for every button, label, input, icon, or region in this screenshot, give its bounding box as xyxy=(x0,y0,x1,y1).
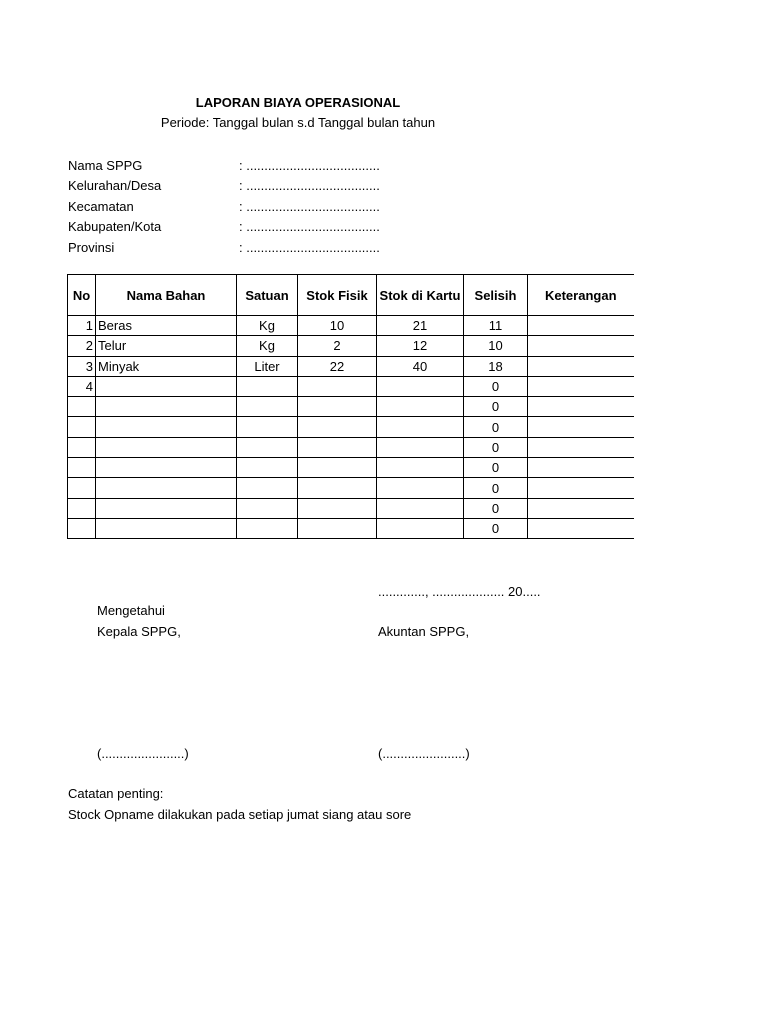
cell-nama xyxy=(96,437,237,457)
cell-no xyxy=(68,417,96,437)
info-value: : ..................................... xyxy=(239,219,380,235)
table-header-row xyxy=(68,275,634,316)
cell-fisik xyxy=(298,437,377,457)
info-label: Provinsi xyxy=(68,239,115,255)
cell-selisih: 18 xyxy=(464,356,528,376)
cell-no xyxy=(68,397,96,417)
cell-selisih: 0 xyxy=(464,397,528,417)
cell-keterangan xyxy=(528,316,634,336)
notes-text: Stock Opname dilakukan pada setiap jumat siang atau sore xyxy=(68,807,412,822)
cell-keterangan xyxy=(528,336,634,356)
info-value: : ..................................... xyxy=(239,239,380,255)
cell-fisik xyxy=(298,376,377,396)
cell-nama xyxy=(96,417,237,437)
cell-selisih: 0 xyxy=(464,417,528,437)
column-header-satuan: Satuan xyxy=(237,275,298,316)
notes-heading: Catatan penting: xyxy=(68,786,164,801)
cell-kartu xyxy=(377,518,464,538)
cell-fisik: 10 xyxy=(298,316,377,336)
signature-acknowledge: Mengetahui xyxy=(97,603,165,618)
column-header-keterangan: Keterangan xyxy=(528,275,634,316)
cell-no: 1 xyxy=(68,316,96,336)
cell-satuan xyxy=(237,518,298,538)
cell-no: 2 xyxy=(68,336,96,356)
cell-nama xyxy=(96,458,237,478)
column-header-stok-kartu: Stok di Kartu xyxy=(377,275,464,316)
column-header-selisih: Selisih xyxy=(464,275,528,316)
cell-satuan xyxy=(237,478,298,498)
cell-kartu xyxy=(377,397,464,417)
info-label: Nama SPPG xyxy=(68,158,143,173)
table-row xyxy=(68,518,634,538)
signature-left-role: Kepala SPPG, xyxy=(97,624,181,639)
cell-satuan xyxy=(237,417,298,437)
table-row xyxy=(68,458,634,478)
column-header-nama-bahan: Nama Bahan xyxy=(96,275,237,316)
info-label: Kecamatan xyxy=(68,198,134,214)
cell-keterangan xyxy=(528,478,634,498)
cell-nama: Beras xyxy=(96,316,237,336)
cell-kartu xyxy=(377,417,464,437)
cell-satuan: Liter xyxy=(237,356,298,376)
cell-fisik: 22 xyxy=(298,356,377,376)
info-value: : ..................................... xyxy=(239,198,380,214)
cell-fisik xyxy=(298,518,377,538)
cell-no xyxy=(68,478,96,498)
cell-no: 4 xyxy=(68,376,96,396)
table-row xyxy=(68,336,634,356)
table-row xyxy=(68,356,634,376)
cell-keterangan xyxy=(528,356,634,376)
cell-no xyxy=(68,458,96,478)
cell-fisik xyxy=(298,417,377,437)
stock-table xyxy=(67,274,634,539)
signature-place-date: ............., .................... 20..... xyxy=(378,584,541,599)
cell-fisik xyxy=(298,498,377,518)
table-row xyxy=(68,498,634,518)
cell-selisih: 11 xyxy=(464,316,528,336)
column-header-no: No xyxy=(68,275,96,316)
cell-keterangan xyxy=(528,376,634,396)
report-title: LAPORAN BIAYA OPERASIONAL xyxy=(195,95,401,110)
cell-satuan: Kg xyxy=(237,316,298,336)
report-period: Periode: Tanggal bulan s.d Tanggal bulan tahun xyxy=(160,115,436,130)
cell-satuan xyxy=(237,458,298,478)
cell-no xyxy=(68,437,96,457)
info-value: : ..................................... xyxy=(239,158,380,173)
table-body xyxy=(68,316,634,539)
cell-kartu xyxy=(377,376,464,396)
cell-nama: Minyak xyxy=(96,356,237,376)
table-row xyxy=(68,478,634,498)
cell-fisik xyxy=(298,397,377,417)
cell-keterangan xyxy=(528,498,634,518)
cell-selisih: 0 xyxy=(464,376,528,396)
cell-selisih: 0 xyxy=(464,478,528,498)
cell-kartu xyxy=(377,437,464,457)
cell-selisih: 0 xyxy=(464,458,528,478)
cell-satuan xyxy=(237,376,298,396)
cell-kartu xyxy=(377,458,464,478)
table-row xyxy=(68,417,634,437)
signature-left-name: (.......................) xyxy=(97,746,189,761)
cell-satuan xyxy=(237,437,298,457)
cell-keterangan xyxy=(528,518,634,538)
cell-kartu: 12 xyxy=(377,336,464,356)
cell-keterangan xyxy=(528,458,634,478)
cell-nama xyxy=(96,518,237,538)
cell-selisih: 0 xyxy=(464,498,528,518)
column-header-stok-fisik: Stok Fisik xyxy=(298,275,377,316)
cell-no: 3 xyxy=(68,356,96,376)
cell-satuan xyxy=(237,397,298,417)
cell-fisik xyxy=(298,478,377,498)
cell-keterangan xyxy=(528,437,634,457)
info-value: : ..................................... xyxy=(239,178,380,194)
table-row xyxy=(68,316,634,336)
cell-selisih: 0 xyxy=(464,437,528,457)
cell-nama xyxy=(96,478,237,498)
table-row xyxy=(68,376,634,396)
cell-nama xyxy=(96,498,237,518)
cell-no xyxy=(68,498,96,518)
cell-nama: Telur xyxy=(96,336,237,356)
cell-satuan xyxy=(237,498,298,518)
cell-no xyxy=(68,518,96,538)
table-row xyxy=(68,397,634,417)
signature-right-name: (.......................) xyxy=(378,746,470,761)
cell-kartu: 21 xyxy=(377,316,464,336)
cell-nama xyxy=(96,397,237,417)
info-label: Kabupaten/Kota xyxy=(68,219,162,235)
cell-keterangan xyxy=(528,397,634,417)
signature-right-role: Akuntan SPPG, xyxy=(378,624,470,639)
cell-fisik xyxy=(298,458,377,478)
cell-keterangan xyxy=(528,417,634,437)
cell-selisih: 0 xyxy=(464,518,528,538)
cell-kartu xyxy=(377,478,464,498)
cell-kartu: 40 xyxy=(377,356,464,376)
cell-satuan: Kg xyxy=(237,336,298,356)
table-row xyxy=(68,437,634,457)
info-label: Kelurahan/Desa xyxy=(68,178,162,194)
cell-selisih: 10 xyxy=(464,336,528,356)
cell-fisik: 2 xyxy=(298,336,377,356)
cell-nama xyxy=(96,376,237,396)
cell-kartu xyxy=(377,498,464,518)
